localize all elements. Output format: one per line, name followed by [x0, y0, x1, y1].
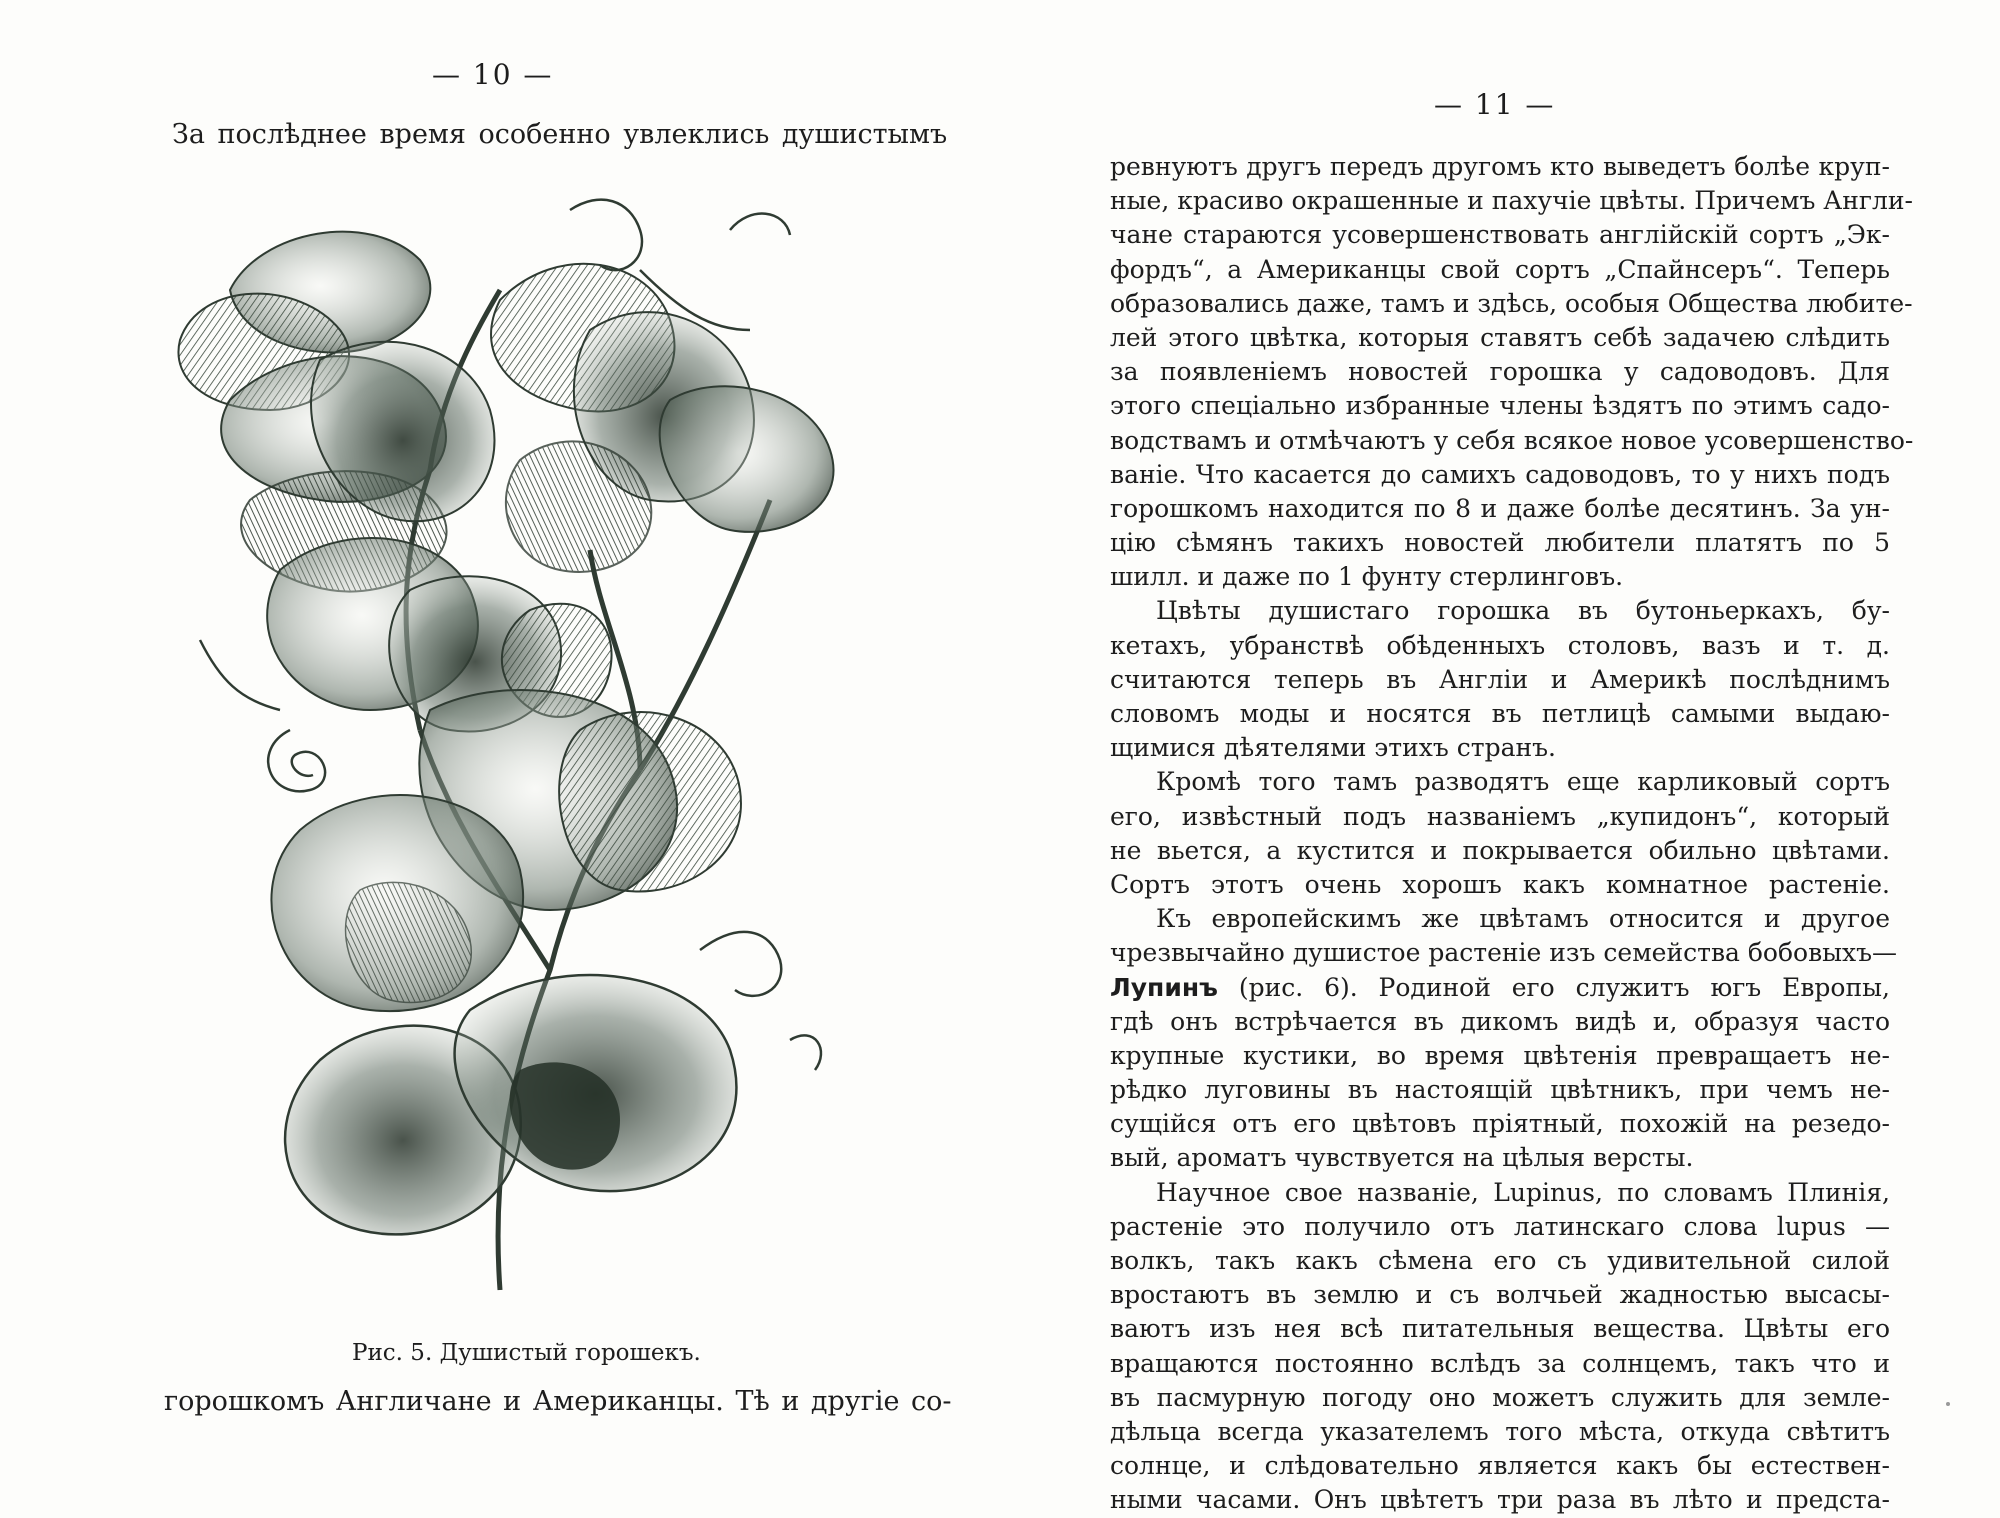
- page-top-line: За послѣднее время особенно увлеклись душистымъ: [172, 119, 948, 150]
- paragraph: [1110, 594, 1890, 765]
- text-line: словомъ моды и носятся въ петлицѣ самыми выдаю-: [1110, 699, 1890, 728]
- text-line: вый, ароматъ чувствуется на цѣлыя версты.: [1110, 1143, 1694, 1173]
- text-line: не вьется, а кустится и покрывается обильно цвѣтами.: [1110, 835, 1890, 865]
- bold-term: Лупинъ: [1110, 972, 1218, 1002]
- body-text: [1110, 150, 1914, 1518]
- text-line: кетахъ, убранствѣ обѣденныхъ столовъ, вазъ и т. д.: [1110, 630, 1890, 660]
- text-line: гдѣ онъ встрѣчается въ дикомъ видѣ и, образуя часто: [1110, 1006, 1890, 1036]
- text-line: Научное свое названіе, Lupinus, по словамъ Плинія,: [1156, 1177, 1890, 1207]
- text-line: рѣдко луговины въ настоящій цвѣтникъ, при чемъ не-: [1110, 1075, 1890, 1105]
- bloom-upper-left: [178, 232, 494, 592]
- text-line: лей этого цвѣтка, которыя ставятъ себѣ задачею слѣдить: [1110, 322, 1890, 352]
- right-page: [1000, 0, 2000, 1515]
- text-line: чане стараются усовершенствовать англійскій сортъ „Эк-: [1110, 220, 1890, 250]
- text-line: растеніе это получило отъ латинскаго слова lupus —: [1110, 1211, 1890, 1241]
- text-line: водствамъ и отмѣчаютъ у себя всякое новое усовершенство-: [1110, 425, 1914, 455]
- text-line: Сортъ этотъ очень хорошъ какъ комнатное растеніе.: [1110, 869, 1890, 899]
- text-line: солнце, и слѣдовательно является какъ бы естествен-: [1110, 1451, 1890, 1481]
- text-line: ными часами. Онъ цвѣтетъ три раза въ лѣто и предста-: [1110, 1485, 1890, 1515]
- text-line: въ пасмурную погоду оно можетъ служить для земле-: [1110, 1382, 1890, 1412]
- text-line: чрезвычайно душистое растеніе изъ семейства бобовыхъ—: [1110, 938, 1898, 968]
- text-line: щимися дѣятелями этихъ странъ.: [1110, 733, 1557, 763]
- text-line: волкъ, такъ какъ сѣмена его съ удивительной силой: [1110, 1246, 1890, 1275]
- text-line: ные, красиво окрашенные и пахучіе цвѣты. Причемъ Англи-: [1110, 186, 1913, 216]
- text-line: за появленіемъ новостей горошка у садоводовъ. Для: [1110, 357, 1890, 387]
- bloom-bottom: [285, 975, 736, 1234]
- text-line-with-term: [1110, 971, 1890, 1005]
- bloom-lower-middle: [271, 690, 740, 1011]
- text-line: горошкомъ находится по 8 и даже болѣе десятинъ. За ун-: [1110, 493, 1890, 523]
- page-number: — 11 —: [1434, 88, 1556, 121]
- text-line: Къ европейскимъ же цвѣтамъ относится и другое: [1156, 904, 1890, 934]
- text-line: вростаютъ въ землю и съ волчьей жадностью высасы-: [1110, 1280, 1890, 1310]
- bloom-upper-right: [491, 264, 833, 572]
- text-line: сущійся отъ его цвѣтовъ пріятный, похожій на резедо-: [1110, 1109, 1890, 1139]
- page-bottom-line: горошкомъ Англичане и Американцы. Тѣ и другіе со-: [164, 1386, 952, 1417]
- text-line: Цвѣты душистаго горошка въ бутоньеркахъ, бу-: [1156, 596, 1890, 626]
- text-line: его, извѣстный подъ названіемъ „купидонъ“, который: [1110, 801, 1890, 831]
- page-number: — 10 —: [432, 58, 554, 91]
- text-line: Кромѣ того тамъ разводятъ еще карликовый сортъ: [1156, 767, 1890, 797]
- paragraph: [1110, 1176, 1890, 1518]
- text-line: дѣльца всегда указателемъ того мѣста, откуда свѣтитъ: [1110, 1416, 1890, 1446]
- text-fragment: (рис. 6). Родиной его служитъ югъ Европы,: [1238, 972, 1890, 1002]
- text-line: ваютъ изъ нея всѣ питательныя вещества. Цвѣты его: [1110, 1314, 1890, 1344]
- text-line: считаются теперь въ Англіи и Америкѣ послѣднимъ: [1110, 664, 1890, 694]
- paragraph: [1110, 765, 1890, 902]
- text-line: шилл. и даже по 1 фунту стерлинговъ.: [1110, 562, 1624, 592]
- text-line: ревнуютъ другъ передъ другомъ кто выведетъ болѣе круп-: [1110, 152, 1890, 181]
- text-line: образовались даже, тамъ и здѣсь, особыя Общества любите-: [1110, 288, 1913, 318]
- sweet-pea-illustration: [170, 170, 870, 1330]
- figure-caption: Рис. 5. Душистый горошекъ.: [352, 1340, 701, 1366]
- text-line: фордъ“, а Американцы свой сортъ „Спайнсеръ“. Теперь: [1110, 254, 1890, 284]
- text-line: этого спеціально избранные члены ѣздятъ по этимъ садо-: [1110, 391, 1890, 421]
- text-line: ваніе. Что касается до самихъ садоводовъ, то у нихъ подъ: [1110, 459, 1890, 489]
- paper-speck: [1946, 1402, 1950, 1406]
- paragraph: [1110, 902, 1898, 1176]
- text-line: крупные кустики, во время цвѣтенія превращаетъ не-: [1110, 1040, 1890, 1070]
- paragraph: [1110, 150, 1914, 594]
- text-line: вращаются постоянно вслѣдъ за солнцемъ, такъ что и: [1110, 1348, 1890, 1378]
- text-line: цію сѣмянъ такихъ новостей любители платятъ по 5: [1110, 528, 1890, 558]
- left-page: [0, 0, 1000, 1507]
